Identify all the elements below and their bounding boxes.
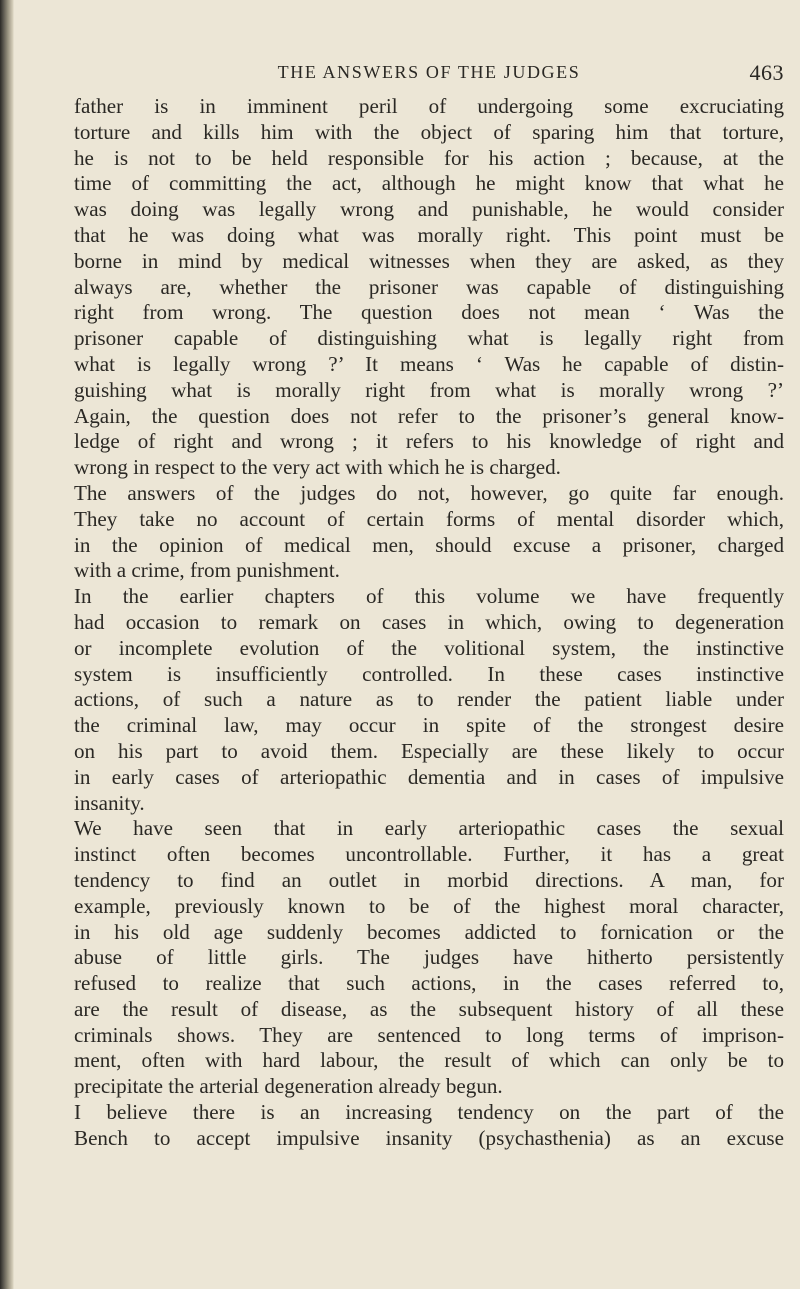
book-binding-edge <box>0 0 14 1289</box>
text-line: father is in imminent peril of undergoing some excruciating <box>74 94 784 118</box>
text-line: on his part to avoid them. Especially are these likely to occur <box>74 738 784 763</box>
text-line: with a crime, from punishment. <box>74 558 340 583</box>
text-line: actions, of such a nature as to render the patient liable under <box>74 687 784 712</box>
text-line: guishing what is morally right from what is morally wrong ?’ <box>74 377 784 402</box>
text-line: torture and kills him with the object of sparing him that torture, <box>74 119 784 144</box>
text-line: example, previously known to be of the highest moral character, <box>74 893 784 918</box>
text-line: what is legally wrong ?’ It means ‘ Was he capable of distin- <box>74 351 784 376</box>
text-line: he is not to be held responsible for his action ; because, at the <box>74 145 784 170</box>
text-line: had occasion to remark on cases in which, owing to degeneration <box>74 609 784 634</box>
body-text <box>74 94 784 1152</box>
text-line: in the opinion of medical men, should excuse a prisoner, charged <box>74 532 784 557</box>
text-line: in early cases of arteriopathic dementia and in cases of impulsive <box>74 764 784 789</box>
text-line: They take no account of certain forms of mental disorder which, <box>74 506 784 531</box>
text-line: the criminal law, may occur in spite of the strongest desire <box>74 713 784 738</box>
text-line: are the result of disease, as the subsequent history of all these <box>74 996 784 1021</box>
text-line: I believe there is an increasing tendency on the part of the <box>74 1100 784 1125</box>
text-line: In the earlier chapters of this volume we have frequently <box>74 584 784 609</box>
text-line: insanity. <box>74 790 145 815</box>
text-line: in his old age suddenly becomes addicted to fornication or the <box>74 919 784 944</box>
text-line: prisoner capable of distinguishing what is legally right from <box>74 326 784 351</box>
text-line: time of committing the act, although he might know that what he <box>74 171 784 196</box>
text-line: wrong in respect to the very act with which he is charged. <box>74 455 561 480</box>
text-line: tendency to find an outlet in morbid directions. A man, for <box>74 867 784 892</box>
text-line: refused to realize that such actions, in the cases referred to, <box>74 971 784 996</box>
text-line: always are, whether the prisoner was capable of distinguishing <box>74 274 784 299</box>
text-line: that he was doing what was morally right. This point must be <box>74 222 784 247</box>
page-number: 463 <box>749 60 784 85</box>
text-line: or incomplete evolution of the volitional system, the instinctive <box>74 635 784 660</box>
text-line: ledge of right and wrong ; it refers to his knowledge of right and <box>74 429 784 454</box>
text-line: We have seen that in early arteriopathic cases the sexual <box>74 816 784 841</box>
running-header <box>74 60 784 94</box>
text-line: Bench to accept impulsive insanity (psychasthenia) as an excuse <box>74 1125 784 1150</box>
text-line: was doing was legally wrong and punishable, he would consider <box>74 197 784 222</box>
text-line: precipitate the arterial degeneration already begun. <box>74 1074 503 1099</box>
text-line: borne in mind by medical witnesses when they are asked, as they <box>74 248 784 273</box>
text-line: right from wrong. The question does not mean ‘ Was the <box>74 300 784 325</box>
text-line: ment, often with hard labour, the result of which can only be to <box>74 1048 784 1073</box>
running-title: THE ANSWERS OF THE JUDGES <box>277 62 581 82</box>
text-line: instinct often becomes uncontrollable. Further, it has a great <box>74 842 784 867</box>
text-line: The answers of the judges do not, however, go quite far enough. <box>74 480 784 505</box>
book-page <box>74 60 784 1152</box>
text-line: criminals shows. They are sentenced to long terms of imprison- <box>74 1022 784 1047</box>
text-line: system is insufficiently controlled. In these cases instinctive <box>74 661 784 686</box>
text-line: Again, the question does not refer to the prisoner’s general know- <box>74 403 784 428</box>
text-line: abuse of little girls. The judges have hitherto persistently <box>74 945 784 970</box>
